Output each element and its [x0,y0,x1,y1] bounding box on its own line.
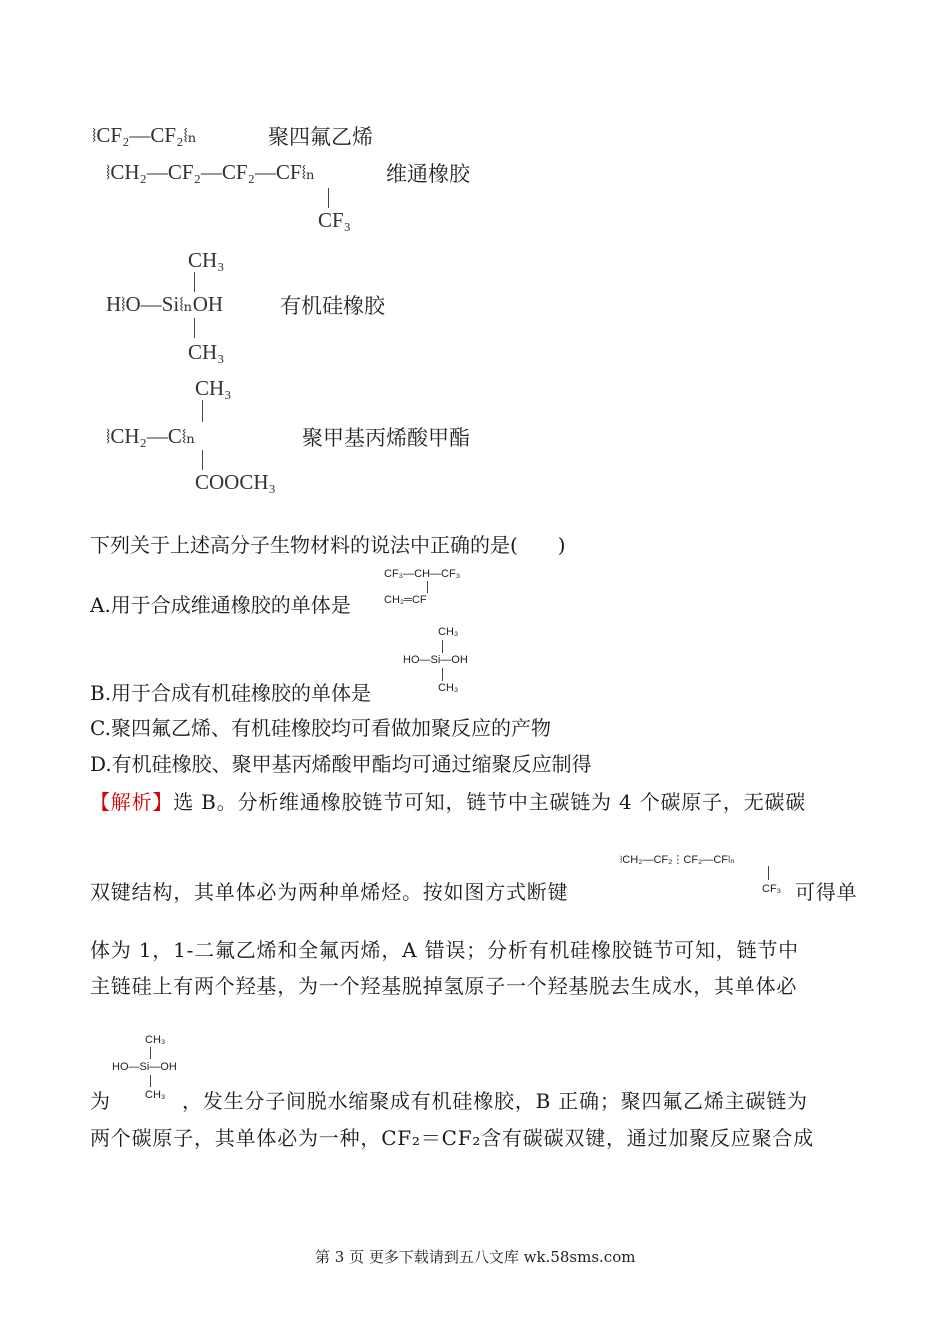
option-b-bond-top [442,640,443,653]
analysis-line-6: 两个碳原子，其单体必为一种，CF₂＝CF₂含有碳碳双键，通过加聚反应聚合成 [90,1126,814,1150]
analysis-struct-top: CH₃ [145,1034,166,1046]
analysis-inline-struct: ⧘CH₂—CF₂⋮CF₂—CF⧙ₙ [620,854,735,866]
option-b-bond-bottom [442,668,443,681]
option-a-struct-top: CF₃—CH—CF₃ [384,568,461,580]
option-b-struct-bottom: CH₃ [438,682,459,694]
pmma-name: 聚甲基丙烯酸甲酯 [302,426,470,450]
analysis-line-1-text: 选 B。分析维通橡胶链节可知，链节中主碳链为 4 个碳原子，无碳碳 [173,790,807,814]
option-c: C.聚四氟乙烯、有机硅橡胶均可看做加聚反应的产物 [90,716,551,740]
option-b-struct-top: CH₃ [438,626,459,638]
option-a-bond [427,581,428,593]
analysis-line-5a: 为 [90,1089,111,1113]
pmma-formula: ⧘CH₂—C⧙ₙ [106,424,196,448]
analysis-inline-struct-sub: CF₃ [762,883,782,895]
page-footer: 第 3 页 更多下载请到五八文库 wk.58sms.com [315,1248,636,1266]
ptfe-name: 聚四氟乙烯 [268,125,373,149]
analysis-struct-bottom: CH₃ [145,1089,166,1101]
silicone-bond-bottom [194,318,195,338]
pmma-top-group: CH₃ [195,376,232,400]
silicone-bond-top [194,272,195,292]
pmma-bond-top [202,400,203,422]
option-d: D.有机硅橡胶、聚甲基丙烯酸甲酯均可通过缩聚反应制得 [90,752,592,776]
silicone-formula: H⧘O—Si⧙ₙOH [106,292,224,316]
analysis-line-4: 主链硅上有两个羟基，为一个羟基脱掉氢原子一个羟基脱去生成水，其单体必 [90,974,798,998]
pmma-bottom-group: COOCH₃ [195,470,276,494]
silicone-name: 有机硅橡胶 [280,294,385,318]
viton-bond-line [328,188,329,208]
analysis-inline-bond [768,866,769,880]
analysis-line-3: 体为 1，1-二氟乙烯和全氟丙烯，A 错误；分析有机硅橡胶链节可知，链节中 [90,938,799,962]
question-stem: 下列关于上述高分子生物材料的说法中正确的是( ) [90,533,566,557]
ptfe-formula: ⧘CF₂—CF₂⧙ₙ [92,123,197,147]
analysis-tag: 【解析】 [90,790,174,814]
analysis-struct-bond-bottom [150,1075,151,1087]
viton-formula: ⧘CH₂—CF₂—CF₂—CF⧙ₙ [106,160,316,184]
silicone-bottom-group: CH₃ [188,340,225,364]
option-a: A.用于合成维通橡胶的单体是 [90,593,351,617]
analysis-struct-mid: HO—Si—OH [112,1061,177,1073]
option-b-struct-mid: HO—Si—OH [403,654,468,666]
analysis-line-1 [90,786,806,815]
silicone-top-group: CH₃ [188,248,225,272]
pmma-bond-bottom [202,450,203,470]
analysis-line-5b: ，发生分子间脱水缩聚成有机硅橡胶，B 正确；聚四氟乙烯主碳链为 [182,1089,808,1113]
viton-name: 维通橡胶 [386,162,470,186]
analysis-struct-bond-top [150,1047,151,1059]
option-b: B.用于合成有机硅橡胶的单体是 [90,681,372,705]
viton-side-group: CF₃ [318,208,352,232]
analysis-line-2b: 可得单 [795,880,858,904]
option-a-struct-bottom: CH₂═CF [384,594,427,606]
analysis-line-2a: 双键结构，其单体必为两种单烯烃。按如图方式断键 [90,880,569,904]
